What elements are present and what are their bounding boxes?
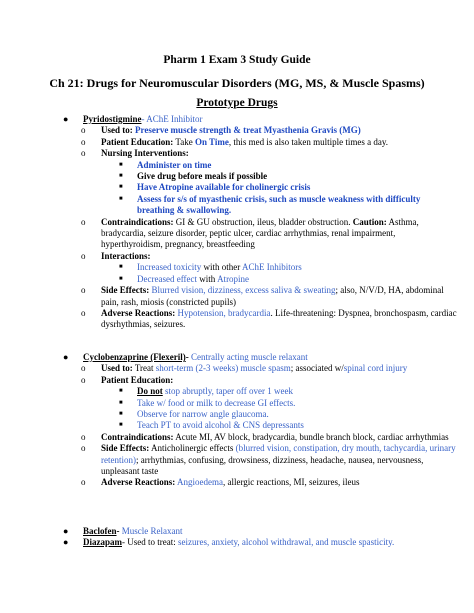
bullet-square: ■ xyxy=(119,411,123,418)
bullet-square: ■ xyxy=(119,195,123,202)
field-label: Contraindications: xyxy=(101,431,174,442)
drug-name: Cyclobenzaprine (Flexeril) xyxy=(83,352,186,362)
bullet-square: ■ xyxy=(119,264,123,271)
bullet-circle: o xyxy=(81,125,86,136)
text: Treat xyxy=(132,363,156,374)
bullet-disc: ● xyxy=(63,526,69,536)
section-heading: Prototype Drugs xyxy=(196,97,278,109)
text: ; also, N/V/D, HA, abdominal pain, rash, miosis (constricted pupils) xyxy=(101,285,444,307)
bullet-disc: ● xyxy=(63,114,69,124)
nursing-item-text: Have Atropine available for cholinergic crisis xyxy=(137,182,311,193)
nursing-item-text: Give drug before meals if possible xyxy=(137,171,268,182)
text: Take xyxy=(173,136,195,147)
field-label: Nursing Interventions: xyxy=(101,148,189,159)
drug-class: - AChE Inhibitor xyxy=(141,114,203,124)
text: stop abruptly, taper off over 1 week xyxy=(162,386,293,397)
text: Observe for narrow angle glaucoma. xyxy=(137,409,269,420)
drug-heading xyxy=(63,114,463,125)
text: Decreased effect xyxy=(137,273,198,284)
nursing-item-text: Assess for s/s of myasthenic crisis, such as muscle weakness with difficulty breathing & swallowing. xyxy=(137,193,421,216)
field-label: Patient Education: xyxy=(101,136,174,147)
document-title: Pharm 1 Exam 3 Study Guide xyxy=(163,54,311,66)
bullet-square: ■ xyxy=(119,184,123,191)
nursing-item-text: Administer on time xyxy=(137,159,212,170)
bullet-square: ■ xyxy=(119,422,123,429)
drug-heading xyxy=(63,526,463,537)
drug-heading xyxy=(63,537,463,548)
drug-name: Baclofen xyxy=(83,526,117,536)
bullet-circle: o xyxy=(81,216,86,227)
bullet-circle: o xyxy=(81,250,86,261)
text: - Used to treat: xyxy=(122,537,178,548)
interactions-line xyxy=(63,251,463,262)
side-effects-line xyxy=(63,285,463,308)
bullet-circle: o xyxy=(81,443,86,454)
pyridostigmine-section xyxy=(63,114,463,331)
nursing-item xyxy=(63,194,463,217)
text: with other xyxy=(201,262,242,273)
field-label: Caution: xyxy=(352,216,387,227)
bullet-disc: ● xyxy=(63,352,69,362)
used-to-line xyxy=(63,363,463,374)
text: with xyxy=(197,273,218,284)
text: seizures, anxiety, alcohol withdrawal, and muscle spasticity. xyxy=(177,537,395,548)
bullet-circle: o xyxy=(81,285,86,296)
patient-education-line xyxy=(63,137,463,148)
text: (blurred vision, constipation, dry mouth, tachycardia, urinary retention) xyxy=(101,443,456,465)
text: - xyxy=(116,526,122,536)
text: Blurred vision, dizziness, excess saliva & sweating xyxy=(149,285,336,296)
text: Take w/ food or milk to decrease GI effects. xyxy=(137,397,296,408)
bullet-circle: o xyxy=(81,148,86,159)
text: GI & GU obstruction, ileus, bladder obstruction. xyxy=(173,216,353,227)
drug-class: Muscle Relaxant xyxy=(121,526,183,536)
text: Anticholinergic effects xyxy=(149,443,236,454)
bullet-square: ■ xyxy=(119,173,123,180)
field-label: Used to: xyxy=(101,363,133,374)
drug-name: Pyridostigmine xyxy=(83,114,142,124)
field-label: Contraindications: xyxy=(101,216,174,227)
bullet-circle: o xyxy=(81,431,86,442)
nursing-item xyxy=(63,171,463,182)
bullet-square: ■ xyxy=(119,399,123,406)
bullet-circle: o xyxy=(81,374,86,385)
other-drugs-section xyxy=(63,526,463,549)
highlight: On Time xyxy=(194,136,229,147)
text: spinal cord injury xyxy=(343,363,408,374)
text: Angioedema xyxy=(175,477,223,488)
bullet-square: ■ xyxy=(119,275,123,282)
field-label: Side Effects: xyxy=(101,285,150,296)
drug-class: Centrally acting muscle relaxant xyxy=(190,352,308,362)
nursing-item xyxy=(63,182,463,193)
field-label: Used to: xyxy=(101,125,135,136)
text: Hypotension, bradycardia xyxy=(175,307,271,318)
bullet-circle: o xyxy=(81,477,86,488)
field-label: Patient Education: xyxy=(101,374,174,385)
field-label: Adverse Reactions: xyxy=(101,477,176,488)
adverse-reactions-line xyxy=(63,477,463,488)
chapter-heading: Ch 21: Drugs for Neuromuscular Disorders (MG, MS, & Muscle Spasms) xyxy=(49,76,425,90)
drug-heading xyxy=(63,352,463,363)
text: , allergic reactions, MI, seizures, ileus xyxy=(222,477,360,488)
field-label: Interactions: xyxy=(101,250,151,261)
side-effects-line xyxy=(63,443,463,477)
field-label: Side Effects: xyxy=(101,443,150,454)
education-item xyxy=(63,398,463,409)
text: Do not xyxy=(137,386,163,397)
text: Teach PT to avoid alcohol & CNS depressants xyxy=(137,420,304,431)
text: Atropine xyxy=(217,273,250,284)
adverse-reactions-line xyxy=(63,308,463,331)
education-item xyxy=(63,420,463,431)
education-item xyxy=(63,409,463,420)
bullet-square: ■ xyxy=(119,161,123,168)
used-to-text: Preserve muscle strength & treat Myasthenia Gravis (MG) xyxy=(135,125,361,136)
bullet-disc: ● xyxy=(63,537,69,548)
nursing-item xyxy=(63,160,463,171)
nursing-interventions-line xyxy=(63,148,463,159)
contraindications-line xyxy=(63,217,463,251)
interaction-item xyxy=(63,274,463,285)
used-to-line xyxy=(63,125,463,136)
text: ; arrhythmias, confusing, drowsiness, dizziness, headache, nausea, nervousness, unpleasant taste xyxy=(101,454,424,477)
text: Increased toxicity xyxy=(137,262,202,273)
cyclobenzaprine-section xyxy=(63,352,463,489)
text: ; associated w/ xyxy=(290,363,344,374)
text: Asthma, bradycardia, seizure disorder, peptic ulcer, cardiac arrhythmias, renal impairment, hyperthyroidism, pregnancy, breastfeeding xyxy=(101,216,419,250)
interaction-item xyxy=(63,262,463,273)
text: short-term (2-3 weeks) muscle spasm xyxy=(155,363,291,374)
contraindications-line xyxy=(63,432,463,443)
bullet-circle: o xyxy=(81,307,86,318)
text: Acute MI, AV block, bradycardia, bundle branch block, cardiac arrhythmias xyxy=(173,431,449,442)
bullet-circle: o xyxy=(81,136,86,147)
field-label: Adverse Reactions: xyxy=(101,307,176,318)
education-item xyxy=(63,386,463,397)
text: - xyxy=(185,352,191,362)
text: AChE Inhibitors xyxy=(241,262,302,273)
drug-name: Diazapam xyxy=(83,537,122,548)
text: , this med is also taken multiple times a day. xyxy=(228,136,389,147)
bullet-square: ■ xyxy=(119,388,123,395)
text: . Life-threatening: Dyspnea, bronchospasm, cardiac dysrhythmias, seizures. xyxy=(101,307,457,330)
patient-education-line xyxy=(63,375,463,386)
bullet-circle: o xyxy=(81,363,86,374)
